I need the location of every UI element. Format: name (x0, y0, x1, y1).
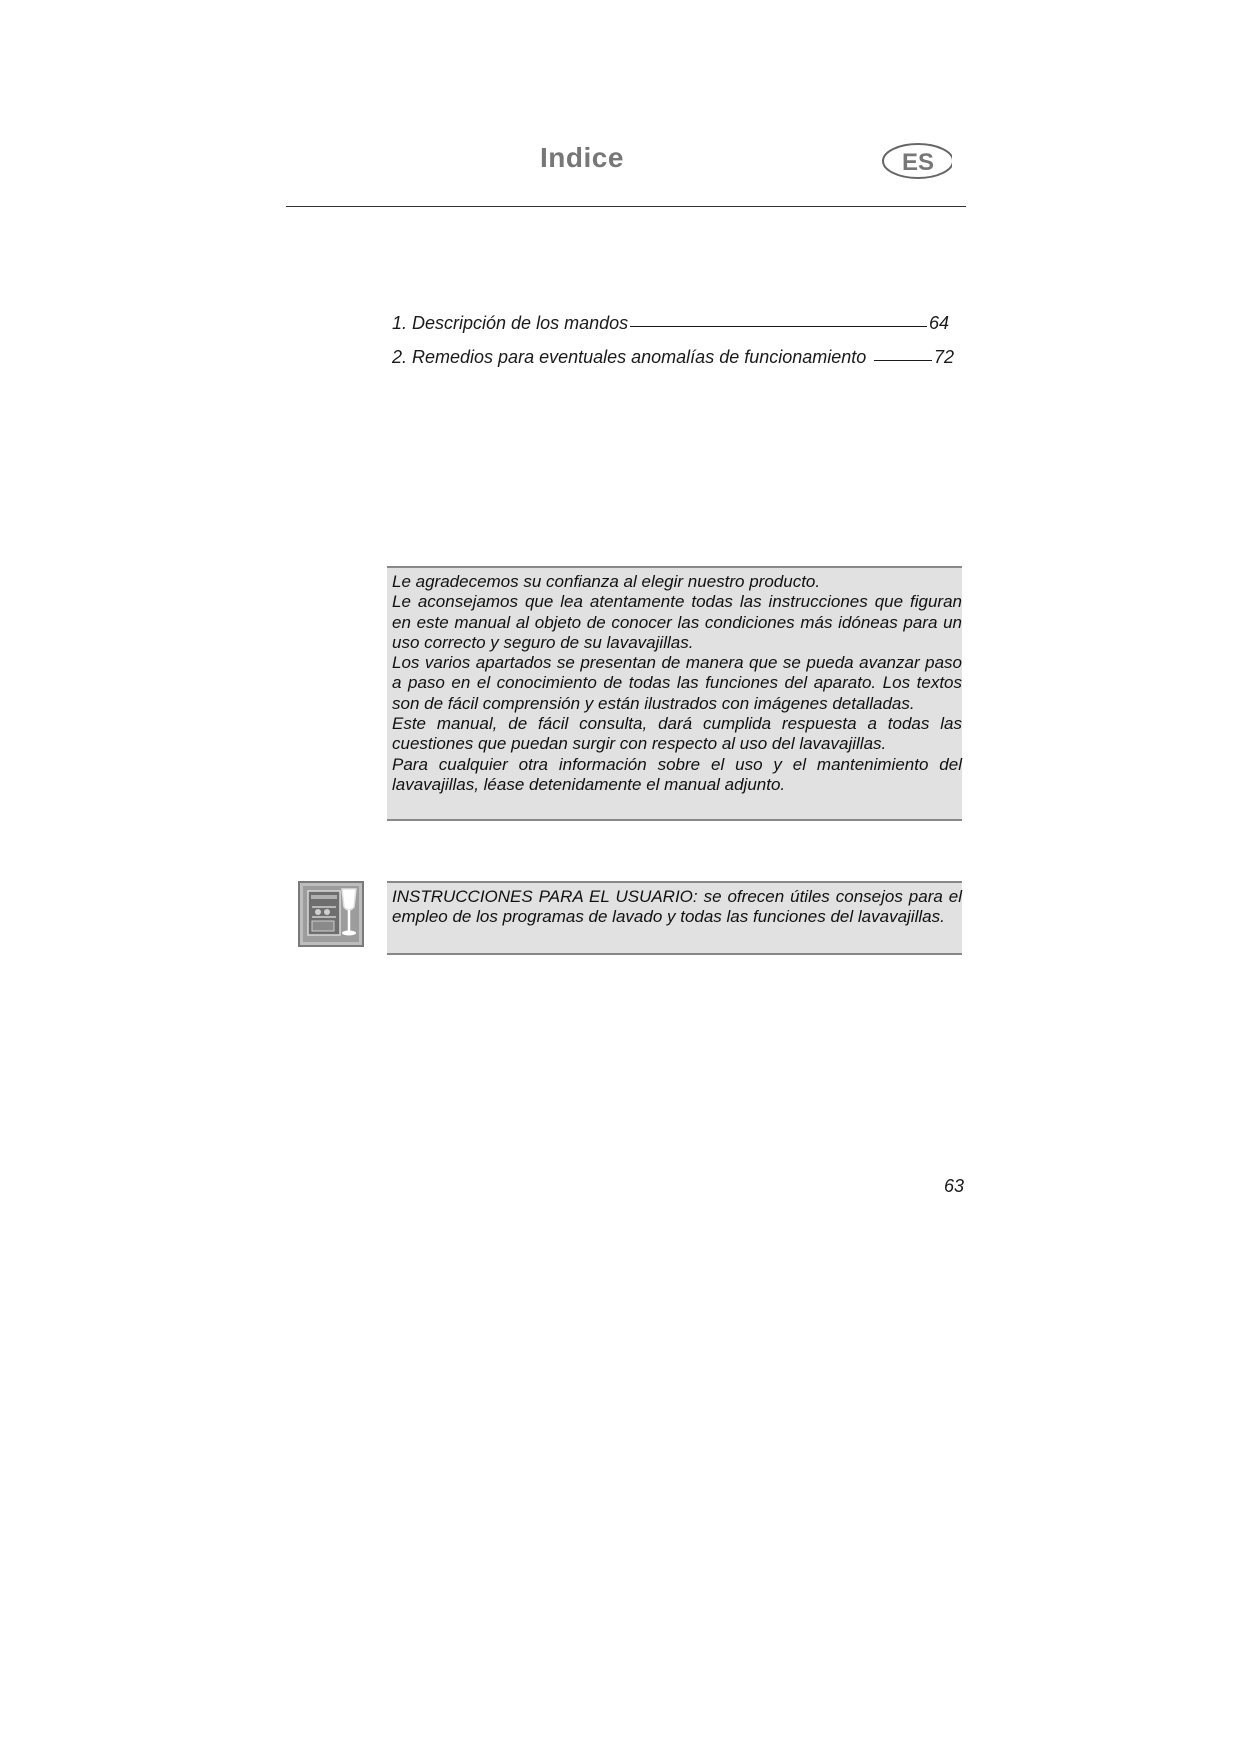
page-title: Indice (540, 142, 624, 173)
toc-entry-label: 1. Descripción de los mandos (392, 313, 629, 333)
header-divider (286, 206, 966, 207)
language-badge (880, 141, 958, 181)
intro-paragraph: Le agradecemos su confianza al elegir nuestro producto. (392, 572, 821, 591)
intro-paragraph: Este manual, de fácil consulta, dará cumplida respuesta a todas las cuestiones que puedan surgir con respecto al uso del lavavajillas. (392, 714, 962, 754)
dishwasher-glass-icon (298, 881, 364, 947)
toc-entry[interactable] (392, 313, 949, 347)
user-instructions-text: INSTRUCCIONES PARA EL USUARIO: se ofrecen útiles consejos para el empleo de los programas de lavado y todas las funciones del lavavajillas. (392, 887, 962, 927)
toc-entry-page: 64 (928, 313, 949, 333)
toc-entry[interactable] (392, 347, 954, 381)
page-number: 63 (944, 1176, 965, 1196)
toc-entry-page: 72 (933, 347, 954, 367)
toc-leader (630, 326, 927, 327)
language-badge-label: ES (901, 149, 935, 176)
intro-paragraph: Los varios apartados se presentan de manera que se pueda avanzar paso a paso en el conocimiento de todas las funciones del aparato. Los textos son de fácil comprensión y están ilustrados con imágenes detalladas. (392, 653, 962, 713)
intro-paragraph: Para cualquier otra información sobre el uso y el mantenimiento del lavavajillas, léase detenidamente el manual adjunto. (392, 754, 962, 794)
toc-leader (874, 360, 932, 361)
intro-paragraph: Le aconsejamos que lea atentamente todas las instrucciones que figuran en este manual al objeto de conocer las condiciones más idóneas para un uso correcto y seguro de su lavavajillas. (392, 592, 962, 652)
user-instructions-box (387, 881, 962, 955)
intro-box (387, 566, 962, 821)
table-of-contents (392, 313, 958, 381)
toc-entry-label: 2. Remedios para eventuales anomalías de funcionamiento (392, 347, 867, 367)
